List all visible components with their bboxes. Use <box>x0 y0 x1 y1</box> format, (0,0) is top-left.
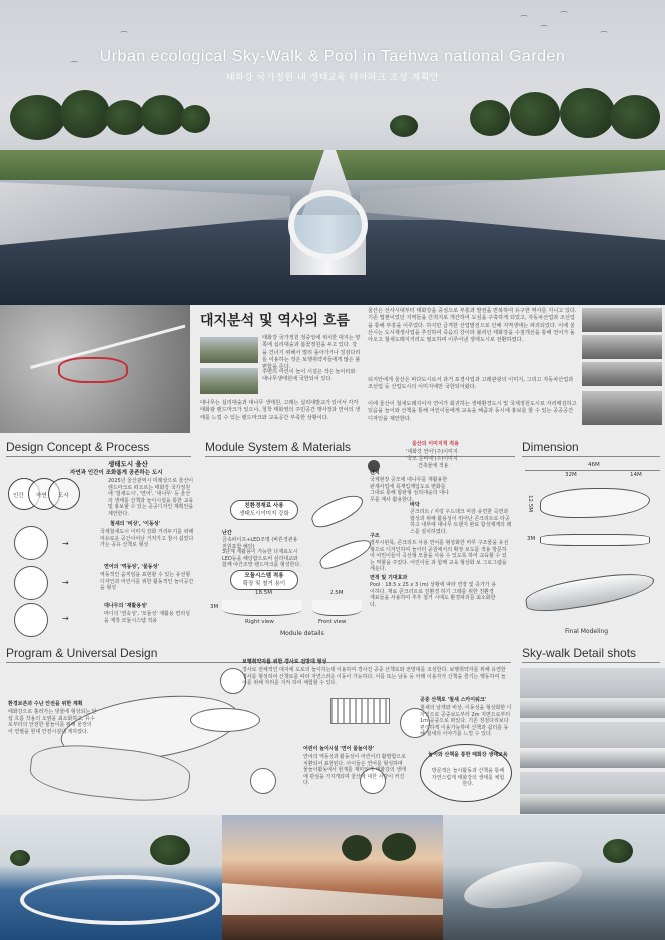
dimension-heading: Dimension <box>522 440 579 454</box>
railing-body: 금속파이프+LED조명 (바른경관용 전원포함 해당) <box>222 537 298 550</box>
tree <box>10 95 65 140</box>
salmon-c: 건축물에 적용 <box>418 463 449 469</box>
concept-intro: 2025년 울산광역시 미래상으로 울산이 랜드마크로 떠오르는 태화강 국가정원에 '철새도시', '연어', '대나무' 등 울산의 생태를 산책과 놀이시설을 통한 교육 및 홍보할 수 있는 공공디자인 계획안을 제안한다. <box>108 478 194 517</box>
divider <box>522 662 660 663</box>
circle-label: 인간 <box>13 493 24 499</box>
dim-height: 12.5M <box>527 495 533 512</box>
history-photo <box>582 391 662 425</box>
bridge-diagram <box>330 698 390 724</box>
bird-icon: ⌒ <box>600 31 608 40</box>
edu-title: 놀이와 산책을 통한 태화강 생태교육 <box>428 752 508 758</box>
bird-icon <box>14 526 48 560</box>
site-photo <box>200 337 258 363</box>
observation-ring <box>288 190 368 260</box>
tree <box>140 95 185 135</box>
site-analysis-section <box>0 305 665 433</box>
safety-body: 태화강으로 흘러가는 넷물에 형성되는 안섭 흐름 작용의 오염을 최소화하고, 유수로부터의 안전한 물놀이를 위해 물장의 어 연필을 현대 안전시설대 제하였다. <box>8 709 97 735</box>
site-text: 대나무는 십리대숲과 대나무 생태원, 고래는 십리대밭교가 있어서 각각 태화광 랜드마크가 있으나, 청착 태화영의 주민공간 행사장과 연어의 생태를 느낄 수 있는 랜드마크와 교육공간 부족한 상황이다. <box>200 400 361 421</box>
concept-item-body: 마디의 '연속성', '모듈성' 재활용 면의성을 재착 모듈시스템 적용 <box>104 611 190 624</box>
program-heading: Program & Universal Design <box>6 646 158 660</box>
bird-icon: ⌒ <box>520 15 528 24</box>
bird-icon: ⌒ <box>70 61 78 70</box>
salmon-icon <box>14 566 48 600</box>
skywalk-heading: Sky-walk Detail shots <box>522 646 637 660</box>
struct-body: 정부시판목, 콘크리트 사용 연어를 형상화한 마루 구조물을 유선형으로 디자인하여 놀이터 공원에서의 확장 보도를 적용 방문하여 어린이들이 곡선형 모듈을 사용 수 있도록 하여 교육할 수 있는 역할을 주었다. 어린이들 과 함께 교육 형상화 보 그로그램을 세운다. <box>370 540 509 572</box>
concept-item-title: 철새의 '비상', '이동성' <box>110 521 161 527</box>
pool-body: Pool : 18.5 x 25 x 3 (m) 상황에 따라 연장 및 증가가 용이하다. 재료 콘크리트로 친환경 하기 그래를 위한 친환경 재료들을 사용하여 추후 철거 시에도 환경파괴를 최소화한다. <box>370 582 497 608</box>
modular-sub: 확장 및 철거 용이 <box>242 581 286 587</box>
final-model-caption: Final Modeling <box>565 628 609 635</box>
arrow-icon: → <box>62 539 69 548</box>
divider <box>6 456 191 457</box>
dim-total: 46M <box>588 462 600 468</box>
site-heading: 대지분석 및 역사의 흐름 <box>200 313 350 329</box>
salmon-title: 울산의 이미지적 적용 <box>412 441 459 447</box>
bird-icon: ⌒ <box>120 31 128 40</box>
eco-sub: 생태도시이미지 강화 <box>239 511 289 517</box>
salmon-a: '대화강 연어'(주)이미지 <box>406 449 458 455</box>
concept-item-title: 연어의 '역동성', '물동성' <box>104 564 159 570</box>
dim-length-label: 18.5M <box>255 590 272 596</box>
floor-title: 바닥 <box>410 502 420 508</box>
poster-subtitle: 태화강 국가정원 내 생태교육 테마파크 조성 계획안 <box>225 73 440 83</box>
concept-tagline-sub: 자연과 인간이 조화롭게 공존하는 도시 <box>70 470 163 476</box>
eco-material-pill <box>230 500 298 520</box>
tree <box>470 100 510 136</box>
concept-heading: Design Concept & Process <box>6 440 150 454</box>
site-text: 주변의 어린이 놀이 시설은 작은 놀이터와 대나무생태원에 국한되어 있다. <box>262 369 356 383</box>
elevation-drawing <box>540 534 650 546</box>
dim-width-label: 2.5M <box>330 590 344 596</box>
history-photo <box>582 335 662 359</box>
history-photo <box>582 362 662 386</box>
site-map <box>0 305 190 433</box>
dim-line <box>525 470 660 471</box>
front-view-label: Front view <box>318 619 347 625</box>
skywalk-shot <box>520 772 665 814</box>
bird-icon: ⌒ <box>560 11 568 20</box>
observation-diagram <box>190 708 260 732</box>
modular-pill <box>230 570 298 590</box>
struct-title: 구조 <box>370 533 380 539</box>
detail-circle <box>250 768 276 794</box>
history-photo <box>582 308 662 332</box>
site-photo <box>200 368 258 394</box>
dim-seg-b: 14M <box>630 472 642 478</box>
bird-icon: ⌒ <box>540 25 548 34</box>
railing-detail: 3단계 재활용이 가능한 다재료도시LED등을 해당함으로써 심리대교와 함께 야간조망 랜드마크를 형성한다. <box>222 549 301 568</box>
render-sunset <box>222 815 443 940</box>
arrow-icon: → <box>62 578 69 587</box>
module-caption: Module details <box>280 630 324 637</box>
tree <box>610 95 660 139</box>
final-model-drawing <box>524 569 657 615</box>
tree <box>60 90 110 138</box>
arrow-icon: → <box>62 614 69 623</box>
front-view-drawing <box>312 600 362 616</box>
salmon-b: '국모 준비에'(주)이미지 <box>406 456 458 462</box>
program-block1-title: 보행취약자를 위한 경사로 전망대 형성 <box>242 659 327 665</box>
program-block1-body: 경사로 전체적인 대지에 도로의 놀이하는데 이용하여 경사진 공중 산책로와 전망대를 조성한다. 보행취약자를 위해 유연한 경사를 형성하여 산책로를 따라 자연스러운 이동이 가능하다. 이를 또는 남동 등 아래 이용자가 산책을 즐기는 행동하여 놀이를 위해 자리를 지켜 하여 체험할 수 있다. <box>242 667 506 686</box>
program-block2-title: 공중 산책로 '철새 스카이워크' <box>420 697 487 703</box>
bench-title: 벤치 <box>370 470 380 476</box>
tree <box>105 100 145 135</box>
render-playground <box>443 815 665 940</box>
history-text: 울산은 선사시대부터 태화강을 중심으로 부흥과 발전을 반복하여 유구한 역사를 지니고 있다. 기존 앱젠이었던 지역들을 간척지로 개간하여 도심을 구축하게 되었고, 자동차산업과 조선업을 통해 부흥을 이루었다. 하지만 급격한 산업발전으로 인해 지역생태는 파괴되었다. 이에 울산시는 도시재생사업을 추진하여 죽음의 강이라 불리던 태화강을 수질개선을 통해 연어가 돌아오고 철새도래지거리도 필요하며 이루어낸 생태도시로 전환하였다. <box>368 308 577 344</box>
concept-item-body: 역동적인 움직임을 표현할 수 있는 유선형 디자인과 어린이를 위한 활동적인 놀이공간을 형성 <box>100 572 194 591</box>
site-boundary <box>58 357 128 383</box>
render-pool <box>0 815 222 940</box>
bamboo-icon <box>14 603 48 637</box>
bench-body: 국제현장 공모에 대나무를 재활용한 판재사업에 목재입계업도로 변화를 그대로 통해 합판형 심리대숲의 대나무를 재사 활용한다. <box>370 477 449 503</box>
circle-label: 자연 <box>36 493 47 499</box>
divider <box>522 456 660 457</box>
modular-title: 모듈시스템 적용 <box>244 573 284 579</box>
safety-title: 환경보존과 수난 안전을 위한 계획 <box>8 701 83 707</box>
skywalk-shot <box>520 722 665 768</box>
dim-seg-a: 32M <box>565 472 577 478</box>
concept-item-title: 대나무의 '재활용성' <box>104 603 148 609</box>
railing-title: 난간 <box>222 530 232 536</box>
eco-title: 친환경재료 사용 <box>244 503 284 509</box>
program-block2-body: 철새의 날개와 비상, 이동성을 형상화한 디자인으로 공중보도부터 2m 지면으로부터 1m 공중으로 떠있다. 기존 징검다리보다 편리하게 이용가능하며 산책과 쉼터를 동해 철새의 이야기를 느낄 수 있다. <box>420 705 512 737</box>
module-shape-struct <box>317 536 375 572</box>
dim-depth: 3M <box>527 536 536 542</box>
history-text: 이에 울산이 철새도래지이자 연어가 회귀하는 생태환경도시 및 국제정원도시로 자리매김하고 있음을 놀이와 산책을 통해 어린이들에게 교육을 해줌과 동시에 홍보를 할 수 있는 공공공간 디자인을 제안한다. <box>368 401 577 422</box>
tree <box>560 88 615 138</box>
pool-title: 면적 및 기대효과 <box>370 575 408 581</box>
poster-title: Urban ecological Sky-Walk & Pool in Taehwa national Garden <box>99 48 566 65</box>
skywalk-shot <box>520 668 665 718</box>
tree <box>510 92 560 136</box>
right-view-drawing <box>222 600 302 616</box>
dim-height-label: 3M <box>210 604 219 610</box>
hero-render <box>0 0 665 305</box>
module-shape-bench <box>308 491 367 530</box>
plan-drawing <box>540 488 650 518</box>
tree <box>390 115 418 137</box>
module-heading: Module System & Materials <box>205 440 352 454</box>
divider <box>205 456 515 457</box>
right-view-label: Right view <box>245 619 274 625</box>
concept-item-body: 국제철새도시 이미지 강화 거리두기를 위해 여유로운 공간이어난 거처가고 창시 쉽었다 가는 공유 산책로 형성 <box>100 529 194 548</box>
edu-body: 방문객은 놀이활동과 산책을 통해 자연스럽게 태화강의 생태를 체험한다. <box>431 768 505 787</box>
program-block3-body: 연어의 역동성과 활동성이 어린이의 활발함으로 치환되어 표현된다. 아이들은 연어를 형성하며 물놀이활동에서 현재를 재미있게 태화강의 생태에 관심을 가지게되며 울산에 대한 사랑이 커진다. <box>303 754 406 786</box>
tree <box>180 105 210 133</box>
concept-tagline: 생태도시 울산 <box>108 460 148 468</box>
floor-body: 콘크리트 / 지링 우드데크 마감 유연한 곡면과 합성과 위해 활용성이 뛰어난 콘크리트로 타공하고 내부에 대나무 트랜지 완료 합성제재의 레스를 설치하였다. <box>410 509 512 535</box>
circle-label: 도시 <box>58 493 69 499</box>
history-text: 티지안에게 울산은 바다도시로서 과거 포경사업과 고래관광의 이미지, 그리고 자동차산업과 조선업 등 산업도시의 이미지에만 국한되어왔다. <box>368 377 574 391</box>
site-text: 태화강 국가정원 정중앙에 위치한 대지는 양쪽에 십리대숲과 봄꽃정원을 두고 있다. 강을 건너기 위해서 멀리 돌아가거나 징검다리를 이용하는 것은 보행취약자들에게 많은 불편함을 준다. <box>262 335 361 371</box>
program-block3-title: 어린이 놀이시설 '연어 물놀이장' <box>303 746 375 752</box>
